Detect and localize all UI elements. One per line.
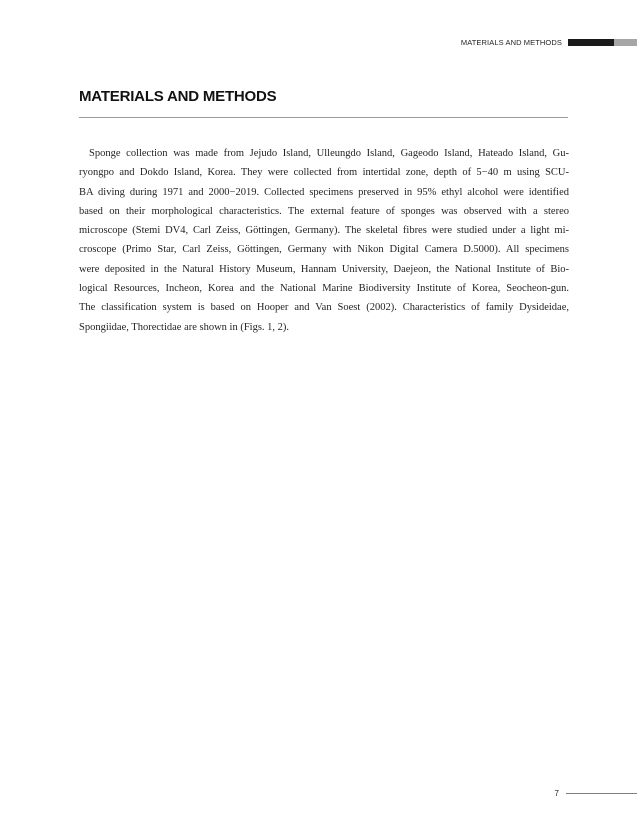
footer-rule: [566, 793, 637, 794]
body-paragraph: [79, 144, 569, 337]
paragraph-line: based on their morphological characteristics. The external feature of sponges was observed with a stereo: [79, 205, 569, 217]
page-number: 7: [554, 788, 559, 798]
paragraph-line: were deposited in the Natural History Museum, Hannam University, Daejeon, the National Institute of Bio-: [79, 263, 569, 275]
paragraph-line: microscope (Stemi DV4, Carl Zeiss, Göttingen, Germany). The skeletal fibres were studied under a light mi-: [79, 225, 569, 237]
running-head-text: MATERIALS AND METHODS: [460, 37, 562, 47]
paragraph-line: logical Resources, Incheon, Korea and the National Marine Biodiversity Institute of Korea, Seocheon-gun.: [79, 283, 569, 295]
paragraph-line: croscope (Primo Star, Carl Zeiss, Göttingen, Germany with Nikon Digital Camera D.5000). All specimens: [79, 244, 569, 256]
section-title: MATERIALS AND METHODS: [79, 88, 277, 105]
paragraph-line: ryongpo and Dokdo Island, Korea. They were collected from intertidal zone, depth of 5−40 m using SCU-: [79, 167, 569, 179]
paragraph-line: Spongiidae, Thorectidae are shown in (Figs. 1, 2).: [79, 321, 290, 333]
page-footer: [555, 787, 637, 799]
running-head: [461, 37, 637, 47]
running-head-grey-bar: [614, 39, 637, 46]
running-head-black-bar: [568, 39, 614, 46]
paragraph-line: BA diving during 1971 and 2000−2019. Collected specimens preserved in 95% ethyl alcohol were identified: [79, 186, 569, 198]
paragraph-line: The classification system is based on Hooper and Van Soest (2002). Characteristics of family Dysideidae,: [79, 302, 569, 314]
title-divider: [79, 117, 568, 118]
paragraph-line: Sponge collection was made from Jejudo Island, Ulleungdo Island, Gageodo Island, Hateado Island, Gu-: [89, 148, 569, 159]
